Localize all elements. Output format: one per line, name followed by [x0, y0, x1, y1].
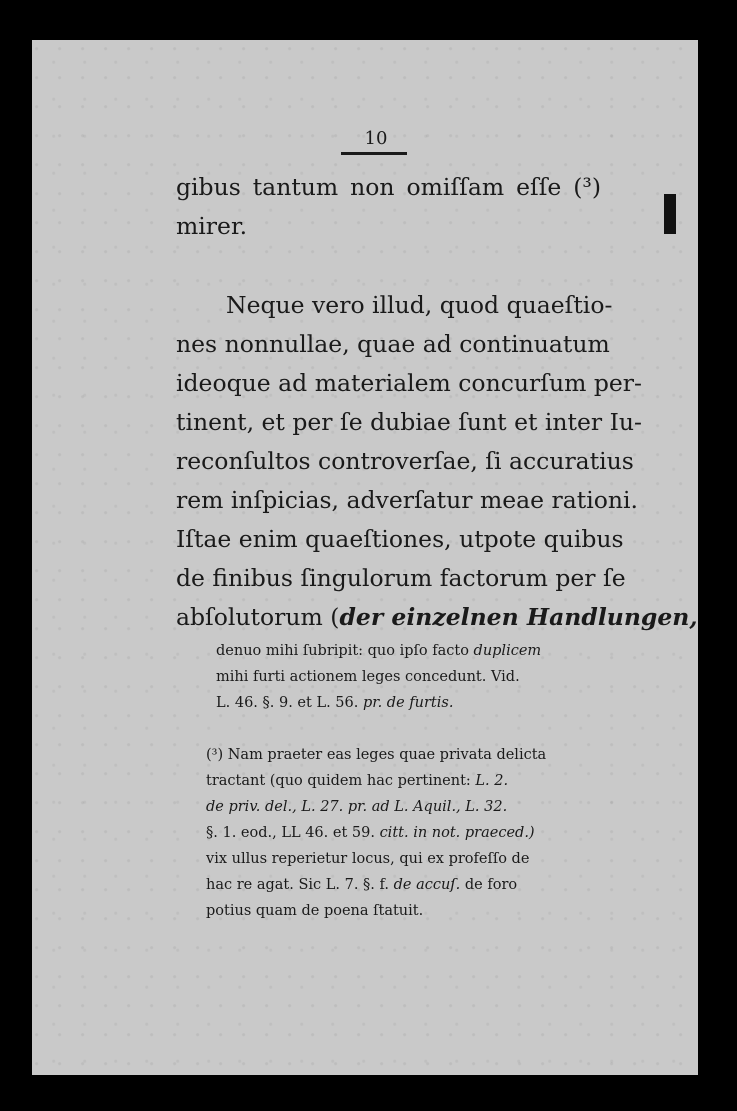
text-line: tinent, et per ſe dubiae ſunt et inter Iu- — [176, 408, 642, 436]
german-gloss: der einzelnen Handlungen, — [339, 603, 698, 631]
header-rule — [341, 152, 407, 155]
text-segment: de foro — [460, 877, 518, 893]
footnote-line — [206, 820, 598, 846]
text-segment: pr. de furtis. — [362, 695, 454, 711]
text-line: Neque vero illud, quod quaeſtio- — [226, 291, 613, 319]
text-segment: de accuſ. — [393, 877, 461, 893]
footnote-3 — [206, 742, 598, 924]
footnote-line — [206, 794, 598, 820]
text-segment: denuo mihi ſubripit: quo ipſo facto — [216, 643, 474, 659]
text-segment: L. 2. — [475, 773, 509, 789]
text-line: rem inſpicias, adverſatur meae rationi. — [176, 486, 639, 514]
text-segment: hac re agat. Sic L. 7. §. f. — [206, 877, 394, 893]
text-line — [176, 598, 698, 637]
page-edge-mark — [664, 194, 676, 234]
text-segment: duplicem — [473, 643, 542, 659]
footnote-line: potius quam de poena ſtatuit. — [206, 903, 424, 919]
footnote-line: vix ullus reperietur locus, qui ex profeſſo de — [206, 851, 530, 867]
main-text — [176, 168, 698, 637]
footnote-line: mihi furti actionem leges concedunt. Vid. — [216, 669, 520, 685]
footnote-line — [216, 690, 596, 716]
text-segment: §. 1. eod., LL 46. et 59. — [206, 825, 380, 841]
footnote-line — [206, 872, 598, 898]
text-segment: abſolutorum ( — [176, 603, 340, 631]
text-line: de finibus ſingulorum factorum per ſe — [176, 564, 626, 592]
text-segment: tractant (quo quidem hac pertinent: — [206, 773, 476, 789]
text-line: mirer. — [176, 212, 248, 240]
paragraph-gap — [176, 246, 601, 286]
text-line: nes nonnullae, quae ad continuatum — [176, 330, 610, 358]
text-segment: , L. 27. pr. ad L. Aquil., L. 32. — [292, 799, 508, 815]
text-line: Iſtae enim quaeſtiones, utpote quibus — [176, 525, 624, 553]
text-line: ideoque ad materialem concurſum per- — [176, 369, 642, 397]
footnote-continuation — [216, 638, 596, 716]
footnote-line — [216, 638, 596, 664]
text-segment: de priv. del. — [206, 799, 293, 815]
text-segment: citt. in not. praeced.) — [379, 825, 535, 841]
footnote-line: (³) Nam praeter eas leges quae privata delicta — [206, 747, 547, 763]
text-segment: L. 46. §. 9. et L. 56. — [216, 695, 363, 711]
page-number: 10 — [364, 128, 388, 149]
text-line: gibus tantum non omiſſam eſſe (³) — [176, 173, 601, 201]
footnote-line — [206, 768, 598, 794]
text-line: reconſultos controverſae, ſi accuratius — [176, 447, 634, 475]
